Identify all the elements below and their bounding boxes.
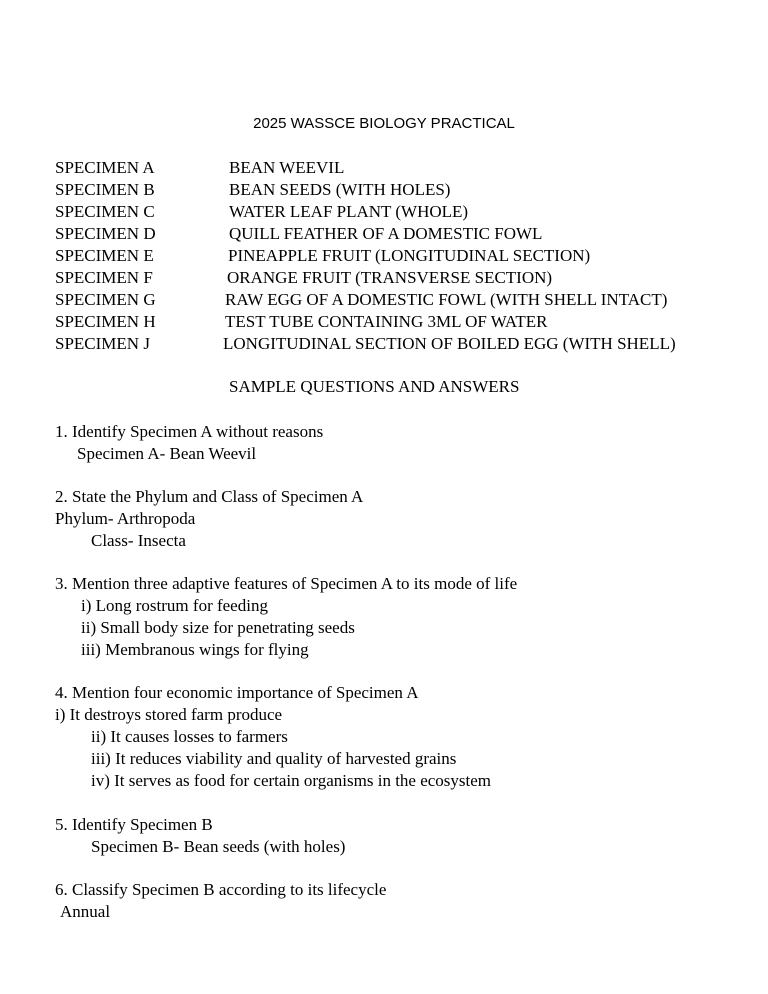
specimen-label: SPECIMEN A — [55, 158, 155, 177]
question-3: 3. Mention three adaptive features of Specimen A to its mode of life — [55, 574, 518, 593]
section-heading: SAMPLE QUESTIONS AND ANSWERS — [229, 377, 520, 396]
specimen-description: TEST TUBE CONTAINING 3ML OF WATER — [225, 312, 548, 331]
answer-4-item: iii) It reduces viability and quality of harvested grains — [91, 749, 457, 768]
question-2: 2. State the Phylum and Class of Specimen A — [55, 487, 364, 506]
answer-4-item: iv) It serves as food for certain organisms in the ecosystem — [91, 771, 492, 790]
answer-4-item: ii) It causes losses to farmers — [91, 727, 288, 746]
specimen-description: RAW EGG OF A DOMESTIC FOWL (WITH SHELL INTACT) — [225, 290, 668, 309]
answer-2-phylum: Phylum- Arthropoda — [55, 509, 196, 528]
specimen-label: SPECIMEN D — [55, 224, 156, 243]
specimen-label: SPECIMEN G — [55, 290, 156, 309]
answer-2-class: Class- Insecta — [91, 531, 186, 550]
document-title: 2025 WASSCE BIOLOGY PRACTICAL — [253, 115, 515, 132]
specimen-description: PINEAPPLE FRUIT (LONGITUDINAL SECTION) — [228, 246, 591, 265]
question-5: 5. Identify Specimen B — [55, 815, 213, 834]
question-6: 6. Classify Specimen B according to its lifecycle — [55, 880, 387, 899]
specimen-description: LONGITUDINAL SECTION OF BOILED EGG (WITH SHELL) — [223, 334, 676, 353]
specimen-description: BEAN WEEVIL — [229, 158, 345, 177]
specimen-description: WATER LEAF PLANT (WHOLE) — [229, 202, 469, 221]
specimen-description: QUILL FEATHER OF A DOMESTIC FOWL — [229, 224, 543, 243]
answer-3-item: iii) Membranous wings for flying — [81, 640, 309, 659]
specimen-label: SPECIMEN J — [55, 334, 150, 353]
specimen-label: SPECIMEN H — [55, 312, 156, 331]
answer-3-item: ii) Small body size for penetrating seeds — [81, 618, 355, 637]
specimen-description: BEAN SEEDS (WITH HOLES) — [229, 180, 451, 199]
specimen-label: SPECIMEN C — [55, 202, 155, 221]
question-1: 1. Identify Specimen A without reasons — [55, 422, 324, 441]
answer-5: Specimen B- Bean seeds (with holes) — [91, 837, 346, 856]
specimen-label: SPECIMEN F — [55, 268, 153, 287]
specimen-label: SPECIMEN E — [55, 246, 154, 265]
answer-1: Specimen A- Bean Weevil — [77, 444, 257, 463]
answer-3-item: i) Long rostrum for feeding — [81, 596, 268, 615]
answer-4-item: i) It destroys stored farm produce — [55, 705, 283, 724]
question-4: 4. Mention four economic importance of Specimen A — [55, 683, 419, 702]
specimen-label: SPECIMEN B — [55, 180, 155, 199]
specimen-description: ORANGE FRUIT (TRANSVERSE SECTION) — [227, 268, 553, 287]
answer-6: Annual — [60, 902, 111, 921]
